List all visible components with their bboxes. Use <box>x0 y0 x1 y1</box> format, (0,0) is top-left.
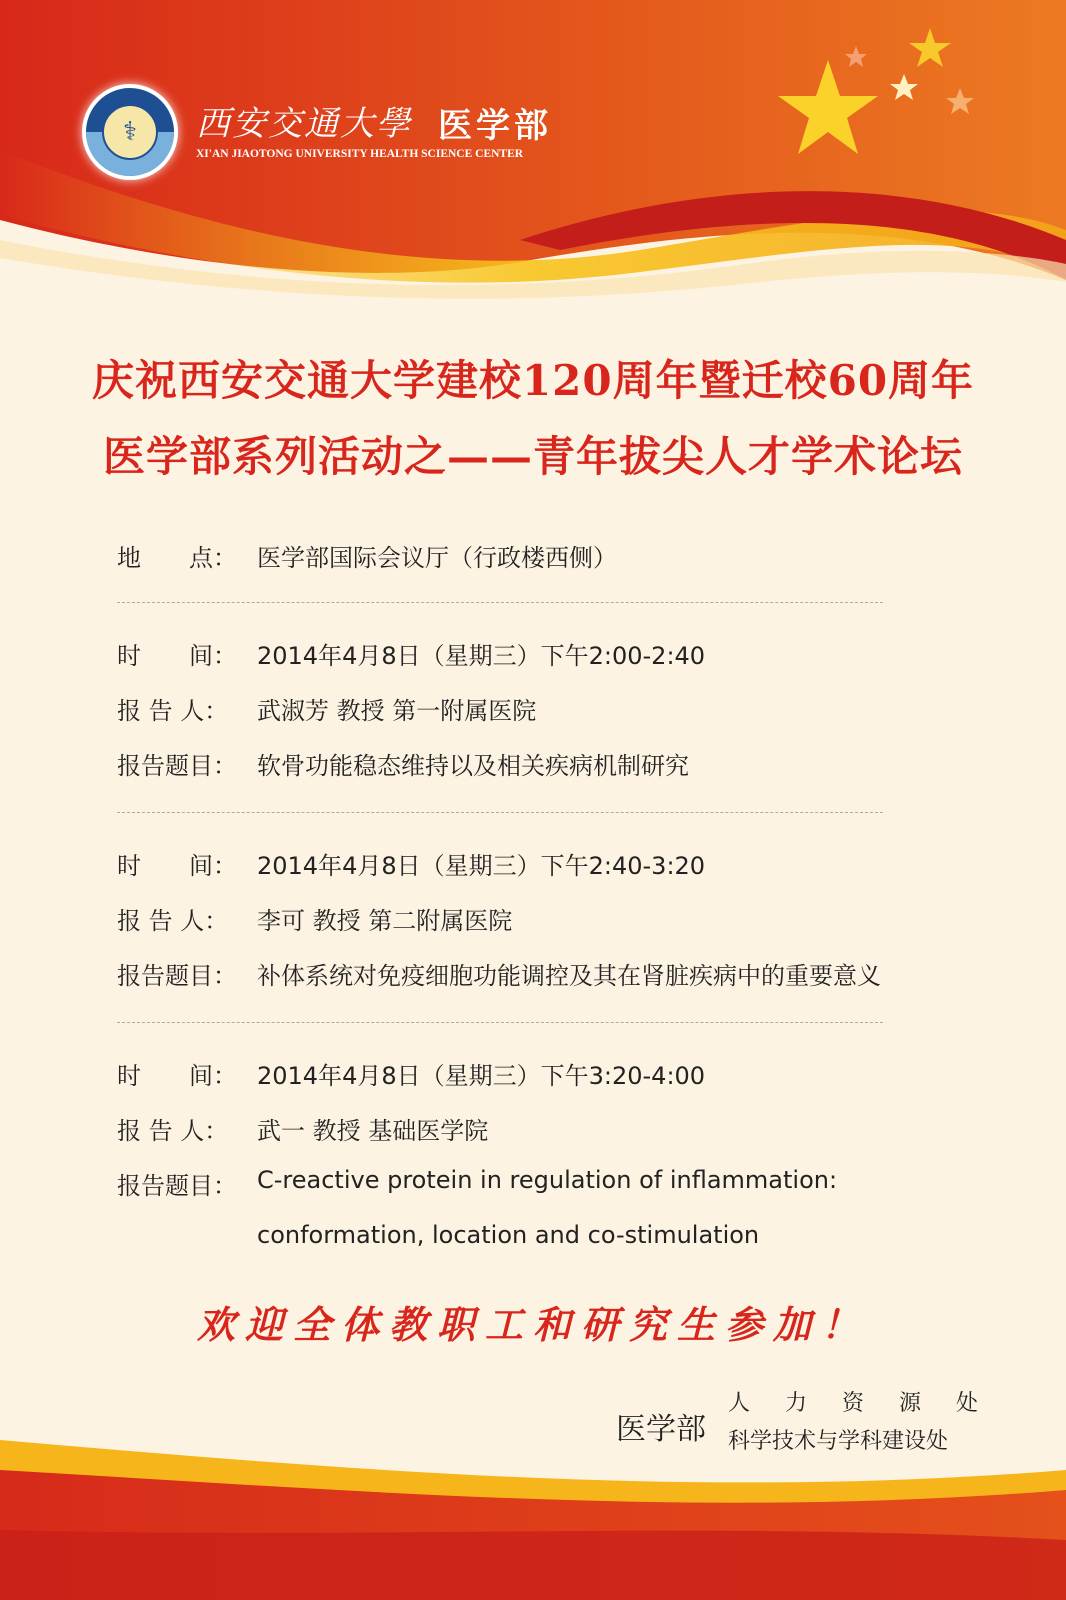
session-1-time <box>117 636 706 671</box>
topic-value: C-reactive protein in regulation of inflammation: <box>257 1166 838 1194</box>
topic-label: 报告题目： <box>117 1172 237 1200</box>
logo-english-name: XI'AN JIAOTONG UNIVERSITY HEALTH SCIENCE CENTER <box>196 148 524 160</box>
speaker-value: 武淑芳 教授 第一附属医院 <box>257 697 537 725</box>
venue-label: 地 点： <box>117 544 237 572</box>
divider <box>117 1022 883 1023</box>
session-1-speaker <box>117 691 537 726</box>
session-3-topic <box>117 1166 838 1201</box>
venue-value: 医学部国际会议厅（行政楼西侧） <box>257 544 617 572</box>
time-label: 时 间： <box>117 642 237 670</box>
divider <box>117 602 883 603</box>
speaker-label: 报 告 人： <box>117 1117 229 1145</box>
logo-university-name: 西安交通大學 <box>196 104 412 144</box>
poster-title-line1: 庆祝西安交通大学建校120周年暨迁校60周年 <box>91 356 975 405</box>
char: 源 <box>898 1391 921 1416</box>
speaker-label: 报 告 人： <box>117 697 229 725</box>
divider <box>117 812 883 813</box>
topic-value-line2: conformation, location and co-stimulation <box>257 1221 760 1249</box>
logo-department: 医学部 <box>438 106 552 146</box>
organizer-main: 医学部 <box>616 1412 706 1447</box>
university-seal-logo <box>82 84 178 180</box>
session-3-speaker <box>117 1111 489 1146</box>
session-3-time <box>117 1056 706 1091</box>
char: 人 <box>728 1391 751 1416</box>
organizer-dept-hr <box>728 1386 978 1417</box>
session-3-topic-cont <box>117 1221 760 1249</box>
speaker-label: 报 告 人： <box>117 907 229 935</box>
topic-value: 补体系统对免疫细胞功能调控及其在肾脏疾病中的重要意义 <box>257 962 881 990</box>
session-2-speaker <box>117 901 513 936</box>
venue-row <box>117 538 617 573</box>
session-2-time <box>117 846 706 881</box>
caduceus-icon: ⚕ <box>102 104 158 160</box>
char: 力 <box>784 1391 807 1416</box>
topic-label: 报告题目： <box>117 962 237 990</box>
poster-title-line2: 医学部系列活动之——青年拔尖人才学术论坛 <box>102 432 963 481</box>
time-label: 时 间： <box>117 852 237 880</box>
char: 资 <box>841 1391 864 1416</box>
time-value: 2014年4月8日（星期三）下午2:40-3:20 <box>257 852 706 880</box>
time-label: 时 间： <box>117 1062 237 1090</box>
topic-value: 软骨功能稳态维持以及相关疾病机制研究 <box>257 752 689 780</box>
char: 处 <box>955 1391 978 1416</box>
organizer-dept-science: 科学技术与学科建设处 <box>728 1429 949 1454</box>
session-2-topic <box>117 956 881 991</box>
time-value: 2014年4月8日（星期三）下午3:20-4:00 <box>257 1062 706 1090</box>
topic-label: 报告题目： <box>117 752 237 780</box>
speaker-value: 李可 教授 第二附属医院 <box>257 907 513 935</box>
session-1-topic <box>117 746 689 781</box>
speaker-value: 武一 教授 基础医学院 <box>257 1117 489 1145</box>
time-value: 2014年4月8日（星期三）下午2:00-2:40 <box>257 642 706 670</box>
welcome-message: 欢迎全体教职工和研究生参加！ <box>196 1302 869 1347</box>
